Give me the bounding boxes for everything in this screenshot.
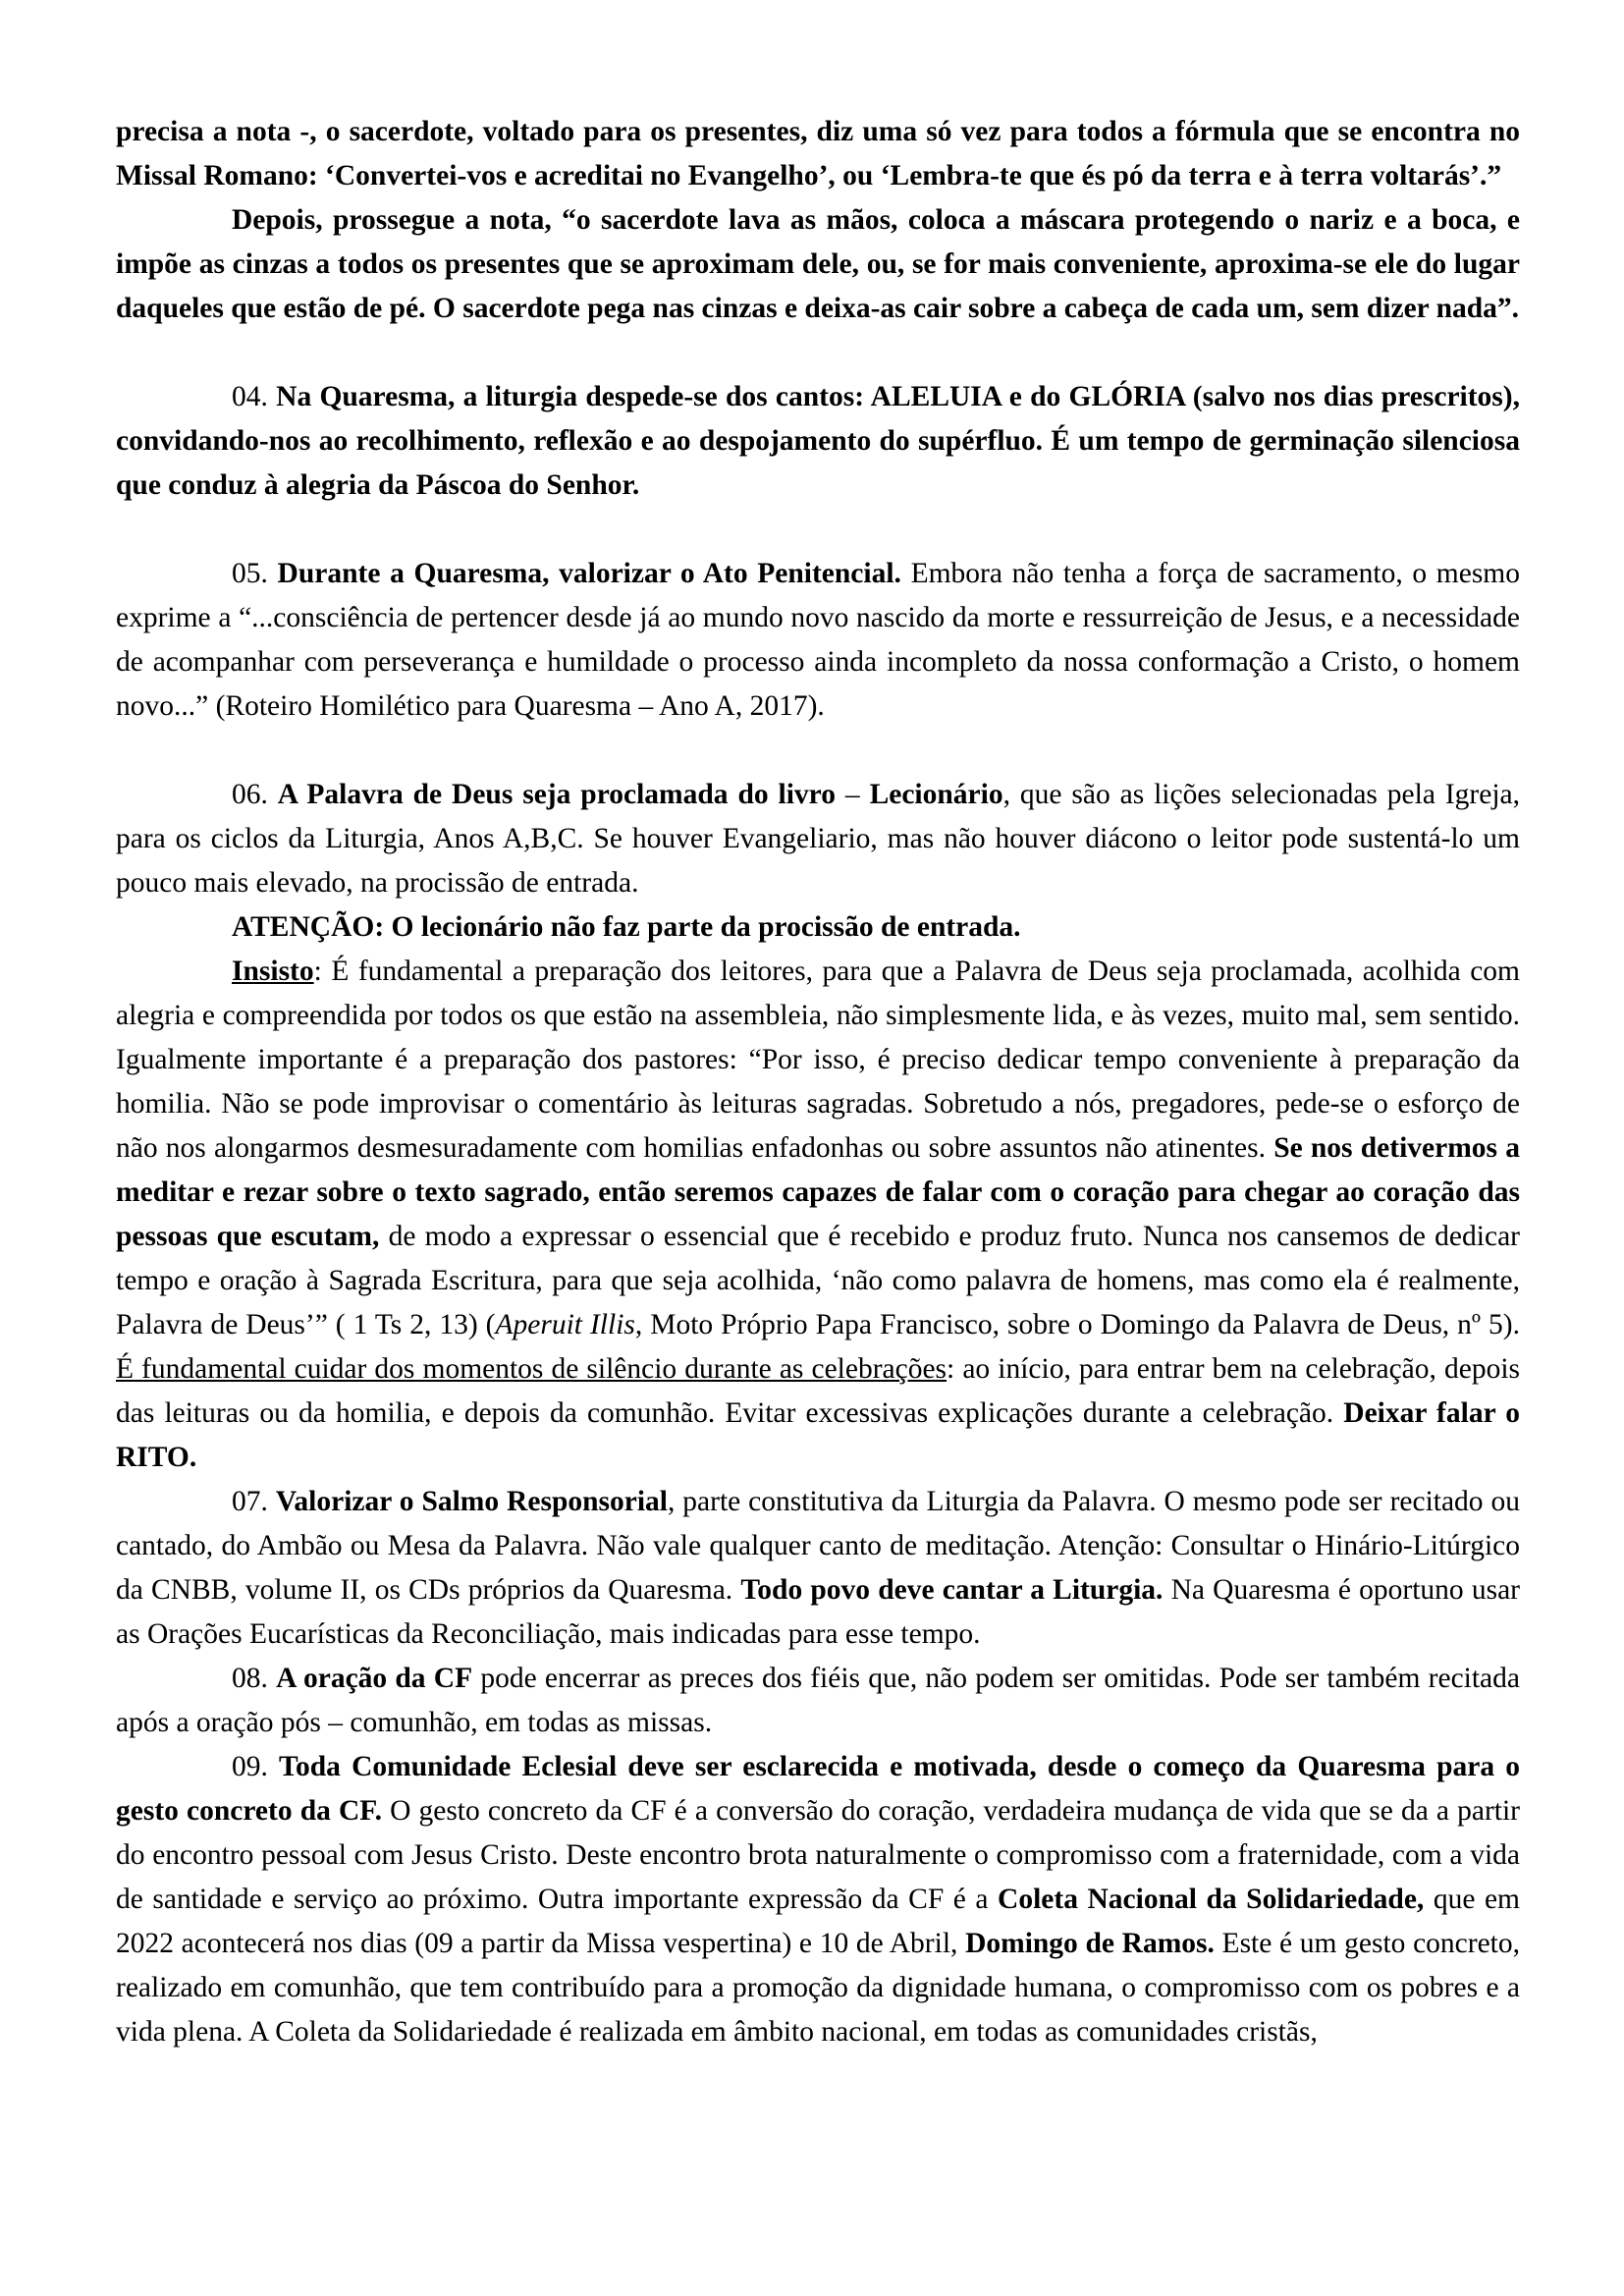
p07-text-2: Na Quaresma é oportuno usar as Orações Eucarísticas da Reconciliação, mais indicadas para esse tempo. — [116, 1574, 1520, 1650]
paragraph-04 — [116, 375, 1520, 508]
p09-text-2: que em 2022 acontecerá nos dias (09 a partir da Missa vespertina) e 10 de Abril, — [116, 1884, 1520, 1959]
p09-text-3: Este é um gesto concreto, realizado em comunhão, que tem contribuído para a promoção da dignidade humana, o compromisso com os pobres e a vida plena. A Coleta da Solidariedade é realizada em âmbito nacional, em todas as comunidades cristãs, — [116, 1928, 1521, 2048]
item-number-05: 05. — [232, 558, 278, 589]
p06-dash: – — [835, 779, 870, 810]
paragraph-insisto — [116, 950, 1520, 1480]
item-number-04: 04. — [232, 381, 277, 412]
p07-bold: Todo povo deve cantar a Liturgia. — [740, 1574, 1164, 1606]
p08-text: pode encerrar as preces dos fiéis que, não podem ser omitidas. Pode ser também recitada após a oração pós – comunhão, em todas as missas. — [116, 1663, 1520, 1738]
p04-bold-1: Na Quaresma, a liturgia despede-se dos cantos: ALELUIA e do GLÓRIA — [276, 381, 1185, 412]
insisto-bold-quote: Se nos detivermos a meditar e rezar sobre o texto sagrado, então seremos capazes de falar com o coração para chegar ao coração das pessoas que escutam, — [116, 1132, 1520, 1252]
paragraph-06 — [116, 773, 1520, 905]
item-number-07: 07. — [232, 1486, 276, 1517]
paragraph-05 — [116, 552, 1520, 729]
p07-text-1: , parte constitutiva da Liturgia da Palavra. O mesmo pode ser recitado ou cantado, do Ambão ou Mesa da Palavra. Não vale qualquer canto de meditação. Atenção: Consultar o Hinário-Litúrgico da CNBB, volume II, os CDs próprios da Quaresma. — [116, 1486, 1521, 1606]
insisto-citation-title: Aperuit Illis — [495, 1309, 635, 1340]
paragraph-08 — [116, 1657, 1520, 1745]
p06-text: , que são as lições selecionadas pela Igreja, para os ciclos da Liturgia, Anos A,B,C. Se houver Evangeliario, mas não houver diácono o leitor pode sustentá-lo um pouco mais elevado, na procissão de entrada. — [116, 779, 1521, 899]
insisto-text-3: , Moto Próprio Papa Francisco, sobre o Domingo da Palavra de Deus, nº 5). — [634, 1309, 1520, 1340]
attention-note: ATENÇÃO: O lecionário não faz parte da procissão de entrada. — [232, 911, 1021, 943]
paragraph-09 — [116, 1745, 1520, 2054]
p09-coleta: Coleta Nacional da Solidariedade, — [998, 1884, 1425, 1915]
p06-heading: A Palavra de Deus seja proclamada do livro — [277, 779, 836, 810]
insisto-label: Insisto — [232, 956, 314, 987]
insisto-bold-rito: Deixar falar o RITO. — [116, 1397, 1520, 1473]
document-body — [116, 110, 1520, 2054]
p04-bold-2: convidando-nos ao recolhimento, reflexão e ao despojamento do supérfluo. É um tempo de germinação silenciosa que conduz à alegria da Páscoa do Senhor. — [116, 425, 1520, 501]
p08-heading: A oração da CF — [276, 1663, 473, 1694]
insisto-text-2: de modo a expressar o essencial que é recebido e produz fruto. Nunca nos cansemos de dedicar tempo e oração à Sagrada Escritura, para que seja acolhida, ‘não como palavra de homens, mas como ela é realmente, Palavra de Deus’” ( 1 Ts 2, 13) ( — [116, 1221, 1520, 1340]
insisto-text-4: : ao início, para entrar bem na celebração, depois das leituras ou da homilia, e depois da comunhão. Evitar excessivas explicações durante a celebração. — [116, 1353, 1520, 1429]
paragraph-07 — [116, 1480, 1520, 1657]
p06-lecionario: Lecionário — [869, 779, 1003, 810]
p07-heading: Valorizar o Salmo Responsorial — [275, 1486, 668, 1517]
p09-text-1: O gesto concreto da CF é a conversão do coração, verdadeira mudança de vida que se da a partir do encontro pessoal com Jesus Cristo. Deste encontro brota naturalmente o compromisso com a fraternidade, com a vida de santidade e serviço ao próximo. Outra importante expressão da CF é a — [116, 1795, 1520, 1915]
item-number-08: 08. — [232, 1663, 277, 1694]
paragraph-note-continuation: precisa a nota -, o sacerdote, voltado para os presentes, diz uma só vez para todos a fórmula que se encontra no Missal Romano: ‘Convertei-vos e acreditai no Evangelho’, ou ‘Lembra-te que és pó da terra e à terra voltarás’.” — [116, 116, 1520, 191]
item-number-09: 09. — [232, 1751, 280, 1782]
p04-note: (salvo nos dias prescritos), — [1184, 381, 1520, 412]
p09-heading: Toda Comunidade Eclesial deve ser esclarecida e motivada, desde o começo da Quaresma para o gesto concreto da CF. — [116, 1751, 1520, 1827]
paragraph-ashes-procedure: Depois, prossegue a nota, “o sacerdote lava as mãos, coloca a máscara protegendo o nariz e a boca, e impõe as cinzas a todos os presentes que se aproximam dele, ou, se for mais conveniente, aproxima-se ele do lugar daqueles que estão de pé. O sacerdote pega nas cinzas e deixa-as cair sobre a cabeça de cada um, sem dizer nada”. — [116, 204, 1520, 324]
insisto-underlined-silence: É fundamental cuidar dos momentos de silêncio durante as celebrações — [116, 1353, 947, 1385]
insisto-text-1: : É fundamental a preparação dos leitores, para que a Palavra de Deus seja proclamada, acolhida com alegria e compreendida por todos os que estão na assembleia, não simplesmente lida, e às vezes, muito mal, sem sentido. Igualmente importante é a preparação dos pastores: “Por isso, é preciso dedicar tempo conveniente à preparação da homilia. Não se pode improvisar o comentário às leituras sagradas. Sobretudo a nós, pregadores, pede-se o esforço de não nos alongarmos desmesuradamente com homilias enfadonhas ou sobre assuntos não atinentes. — [116, 956, 1520, 1164]
p09-domingo-ramos: Domingo de Ramos. — [965, 1928, 1215, 1959]
item-number-06: 06. — [232, 779, 278, 810]
p05-heading: Durante a Quaresma, valorizar o Ato Penitencial. — [277, 558, 901, 589]
p05-text: Embora não tenha a força de sacramento, o mesmo exprime a “...consciência de pertencer desde já ao mundo novo nascido da morte e ressurreição de Jesus, e a necessidade de acompanhar com perseverança e humildade o processo ainda incompleto da nossa conformação a Cristo, o homem novo...” (Roteiro Homilético para Quaresma – Ano A, 2017). — [116, 558, 1520, 722]
